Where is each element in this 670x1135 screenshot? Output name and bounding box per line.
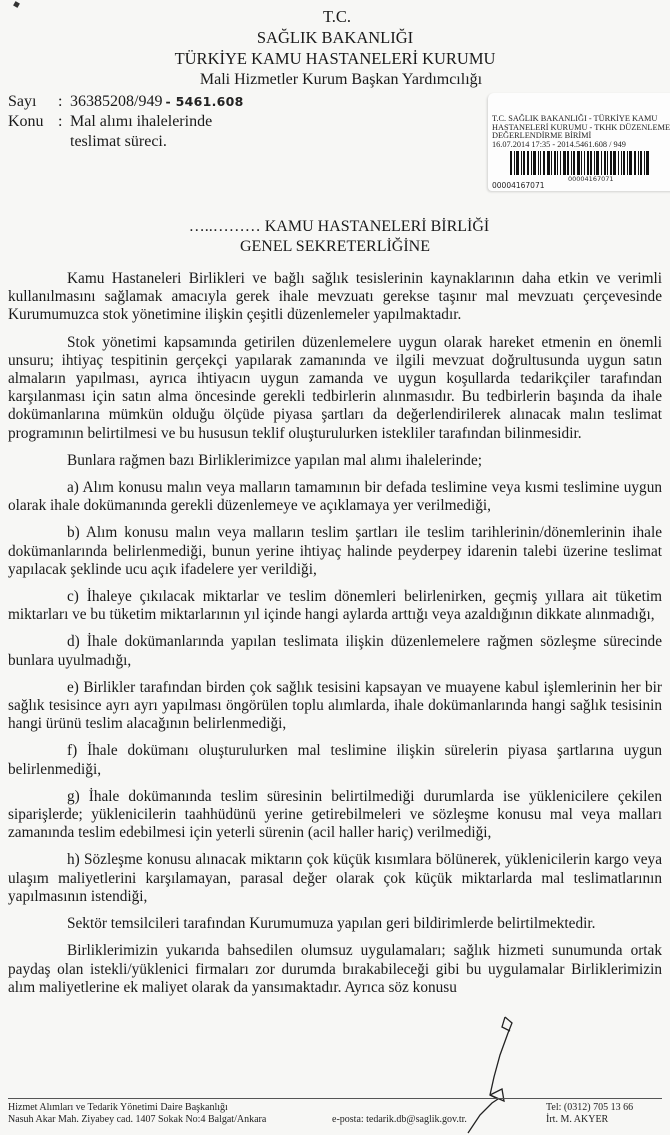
footer-email[interactable]: e-posta: tedarik.db@saglik.gov.tr. [332, 1114, 467, 1125]
letterhead-department: Mali Hizmetler Kurum Başkan Yardımcılığı [199, 71, 483, 88]
list-item-f: f) İhale dokümanı oluşturulurken mal teslimine ilişkin sürelerin piyasa şartlarına uygun belirlenmediği, [8, 742, 662, 778]
addressee [0, 217, 670, 257]
footer-address: Nasuh Akar Mah. Ziyabey cad. 1407 Sokak No:4 Balgat/Ankara [8, 1114, 267, 1125]
barcode-bar [627, 151, 628, 175]
barcode-bar [547, 151, 550, 175]
addressee-line-2: GENEL SEKRETERLİĞİNE [239, 238, 431, 255]
list-item-a: a) Alım konusu malın veya malların tamamının bir defada teslimine veya kısmi teslimine uygun olarak ihale dokümanında gerekli düzenlemeye ve açıklamaya yer verilmediği, [8, 479, 662, 515]
barcode-bar [557, 151, 558, 175]
barcode-bar [551, 151, 552, 175]
barcode [510, 151, 670, 175]
barcode-bar [540, 151, 541, 175]
stamp-line-3: DEĞERLENDİRME BİRİMİ [492, 131, 592, 141]
list-item-e: e) Birlikler tarafından birden çok sağlık tesisini kapsayan ve muayene kabul işlemlerinin her bir sağlık tesisince ayrı ayrı yapılması öngörülen toplu alımlarda, ihale dokümanlarında hangi sağlık tesisinin hangi ürünü teslim alacağının belirlenmediği, [8, 678, 662, 733]
paragraph: Bunlara rağmen bazı Birliklerimizce yapılan mal alımı ihalelerinde; [67, 451, 482, 469]
addressee-line-1: …..……… KAMU HASTANELERİ BİRLİĞİ [188, 218, 490, 235]
stamp-line-4: 16.07.2014 17:35 - 2014.5461.608 / 949 [492, 139, 626, 149]
barcode-bar [607, 151, 608, 175]
barcode-bar [543, 151, 545, 175]
list-item-b: b) Alım konusu malın veya malların teslim şartları ile teslim tarihlerinin/dönemlerinin ihale dokümanlarında belirlenmediği, bunun yerine ihtiyaç halinde peyderpey idarenin talebi üzerine teslimat yapılacak şeklinde ucu açık ifadelere yer verildiği, [8, 524, 662, 578]
list-item-g: g) İhale dokümanında teslim süresinin belirtilmediği durumlarda ise yüklenicilere çekilen siparişlerde; yüklenicilerin taahhüdünü yerine getirebilmeleri ve sözleşme konusu mal veya malları zamanında teslim edebilmesi için yeterli sürenin (acil haller hariç) verilmediği, [8, 787, 662, 842]
barcode-bar [563, 151, 566, 175]
letter-body [8, 270, 662, 1006]
letterhead-country: T.C. [322, 7, 352, 26]
stamp-line-1: T.C. SAĞLIK BAKANLIĞI - TÜRKİYE KAMU [492, 114, 658, 123]
letterhead-ministry: SAĞLIK BAKANLIĞI [256, 28, 414, 47]
barcode-bar [533, 151, 536, 175]
letterhead [0, 6, 670, 90]
barcode-bar [638, 151, 639, 175]
sayi-label: Sayı [8, 93, 37, 110]
list-item-d: d) İhale dokümanlarında yapılan teslimata ilişkin düzenlemelere rağmen sözleşme sürecinde bunlara uyulmadığı, [8, 633, 662, 669]
barcode-bar [623, 151, 625, 175]
konu-row [8, 112, 244, 132]
konu-colon: : [58, 113, 63, 130]
barcode-bar [594, 151, 595, 175]
list-item-h: h) Sözleşme konusu alınacak miktarın çok küçük kısımlara bölünerek, yüklenicilerin kargo veya ulaşım maliyetlerini karşılamayan, parasal değer olarak çok küçük miktarlarda mal teslimatlarının yapılmasının istendiği, [8, 851, 662, 905]
sayi-value: 36385208/949 [70, 93, 163, 110]
barcode-bar [596, 151, 599, 175]
barcode-bar [577, 151, 580, 175]
barcode-bar [581, 151, 582, 175]
footer-address-block [8, 1102, 266, 1126]
barcode-bar [646, 151, 649, 175]
barcode-bar [573, 151, 575, 175]
footer-contact: İrt. M. AKYER [546, 1114, 609, 1125]
barcode-bar [613, 151, 616, 175]
barcode-bar [571, 151, 572, 175]
barcode-bar [601, 151, 602, 175]
barcode-bar [521, 151, 522, 175]
barcode-bar [523, 151, 525, 175]
registry-stamp [488, 93, 670, 191]
konu-value-line2: teslimat süreci. [70, 133, 167, 150]
barcode-bar [527, 151, 529, 175]
barcode-bar [618, 151, 619, 175]
footer-contact-block [546, 1102, 633, 1126]
sayi-colon: : [58, 93, 63, 110]
paragraph: Stok yönetimi kapsamında getirilen düzenlemelere uygun olarak hareket etmenin en önemli unsuru; ihtiyaç tespitinin gerçekçi yapılarak zamanında ve ilgili mevzuat doğrultusunda uygun satın almaların yapılması, ayrıca ihtiyacın uygun zamanda ve uygun koşullarda tedarikçiler tarafından karşılanması için satın alma öncesinde gerekli tedbirlerin alınmasıdır. Bu tedbirlerin başında da ihale dokümanlarına mümkün olduğu ölçüde piyasa şartları da değerlendirilerek alınacak malın teslimat programının belirtilmesi ve bu hususun teklif oluşturulurken istekliler tarafından bilinmesidir. [8, 333, 662, 442]
barcode-bar [629, 151, 632, 175]
barcode-bar [538, 151, 539, 175]
letterhead-institution: TÜRKİYE KAMU HASTANELERİ KURUMU [174, 49, 496, 68]
barcode-bar [644, 151, 645, 175]
barcode-bar [554, 151, 556, 175]
barcode-bar [590, 151, 592, 175]
barcode-bar [514, 151, 515, 175]
barcode-bar [621, 151, 622, 175]
sayi-row [8, 92, 244, 112]
stamp-text [492, 115, 670, 149]
sayi-handwritten: - 5461.608 [165, 94, 244, 109]
paragraph: Sektör temsilcileri tarafından Kurumumuza yapılan geri bildirimlerde belirtilmektedir. [67, 915, 596, 933]
list-item-c: c) İhaleye çıkılacak miktarlar ve teslim dönemleri belirlenirken, geçmiş yıllara ait tüketim miktarları ve bu tüketim miktarlarının yıl içinde hangi aylarda arttığı veya azaldığının dikkate alınmadığı, [8, 588, 662, 624]
paragraph: Birliklerimizin yukarıda bahsedilen olumsuz uygulamaları; sağlık hizmeti sunumunda ortak paydaş olan istekli/yüklenici firmaları zor durumda bırakabileceği gibi bu uygulamalar Birliklerimizin alım maliyetlerine ek maliyet olarak da yansımaktadır. Ayrıca söz konusu [8, 942, 662, 996]
footer-department: Hizmet Alımları ve Tedarik Yönetimi Daire Başkanlığı [8, 1102, 228, 1113]
barcode-bar [510, 151, 512, 175]
barcode-bar [640, 151, 642, 175]
barcode-bar [634, 151, 636, 175]
barcode-bar [587, 151, 589, 175]
barcode-bar [604, 151, 606, 175]
konu-value-line1: Mal alımı ihalelerinde [70, 113, 213, 130]
barcode-number: 00004167071 [568, 175, 614, 183]
paragraph: Kamu Hastaneleri Birlikleri ve bağlı sağlık tesislerinin kaynaklarının daha etkin ve verimli kullanılmasını sağlamak amacıyla gerek ihale mevzuatı gerekse taşınır mal mevzuatı çerçevesinde Kurumumuzca stok yönetimine ilişkin çeşitli düzenlemeler yapılmaktadır. [8, 270, 662, 324]
barcode-bar [584, 151, 585, 175]
barcode-bar [516, 151, 519, 175]
barcode-number-left: 00004167071 [492, 181, 545, 190]
barcode-bar [567, 151, 569, 175]
barcode-bar [560, 151, 561, 175]
footer-divider [8, 1098, 662, 1099]
konu-row-2 [8, 132, 244, 152]
stamp-line-2: HASTANELERİ KURUMU - TKHK DÜZENLEME [492, 122, 670, 132]
document-meta [8, 92, 244, 152]
barcode-bar [610, 151, 612, 175]
barcode-bar [531, 151, 532, 175]
footer-phone: Tel: (0312) 705 13 66 [546, 1102, 634, 1113]
konu-label: Konu [8, 113, 44, 130]
